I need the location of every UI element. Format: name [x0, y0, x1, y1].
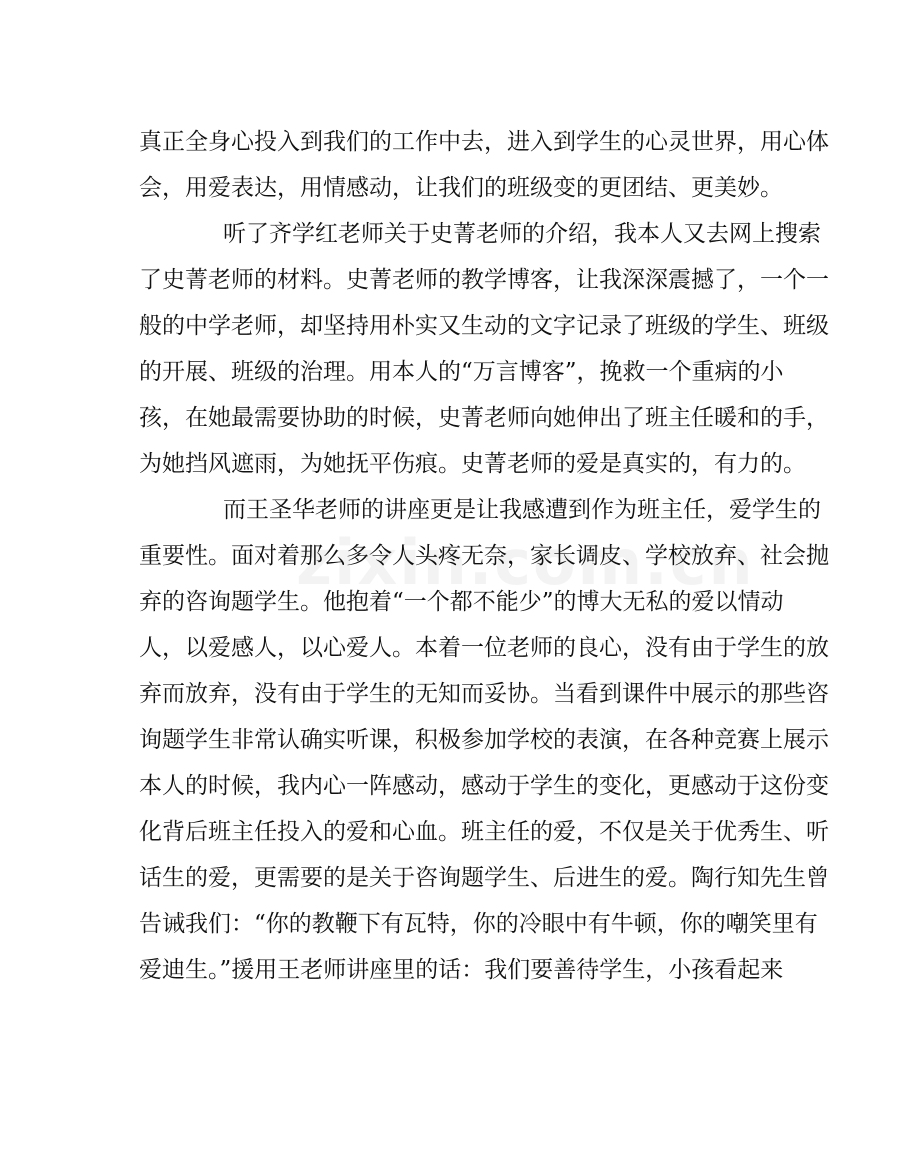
text-line: 的开展、班级的治理。用本人的“万言博客”，挽救一个重病的小 [139, 359, 784, 385]
text-line: 本人的时候，我内心一阵感动，感动于学生的变化，更感动于这份变 [139, 773, 829, 799]
text-line: 话生的爱，更需要的是关于咨询题学生、后进生的爱。陶行知先生曾 [139, 865, 829, 891]
document-body [139, 119, 829, 993]
text-line: 化背后班主任投入的爱和心血。班主任的爱，不仅是关于优秀生、听 [139, 819, 829, 845]
text-line: 爱迪生。”援用王老师讲座里的话：我们要善待学生，小孩看起来 [139, 957, 784, 983]
text-line: 了史菁老师的材料。史菁老师的教学博客，让我深深震撼了，一个一 [139, 267, 829, 293]
paragraph-2 [139, 211, 829, 487]
text-line: 听了齐学红老师关于史菁老师的介绍，我本人又去网上搜索 [223, 221, 821, 247]
paragraph-3 [139, 487, 829, 993]
text-line: 般的中学老师，却坚持用朴实又生动的文字记录了班级的学生、班级 [139, 313, 829, 339]
text-line: 询题学生非常认确实听课，积极参加学校的表演，在各种竞赛上展示 [139, 727, 829, 753]
text-line: 孩，在她最需要协助的时候，史菁老师向她伸出了班主任暖和的手， [139, 405, 829, 431]
text-line: 弃的咨询题学生。他抱着“一个都不能少”的博大无私的爱以情动 [139, 589, 784, 615]
paragraph-1 [139, 119, 829, 211]
text-line: 为她挡风遮雨，为她抚平伤痕。史菁老师的爱是真实的，有力的。 [139, 451, 806, 477]
text-line: 会，用爱表达，用情感动，让我们的班级变的更团结、更美妙。 [139, 175, 783, 201]
text-line: 而王圣华老师的讲座更是让我感遭到作为班主任，爱学生的 [223, 497, 821, 523]
text-line: 真正全身心投入到我们的工作中去，进入到学生的心灵世界，用心体 [139, 129, 829, 155]
text-line: 人，以爱感人，以心爱人。本着一位老师的良心，没有由于学生的放 [139, 635, 829, 661]
text-line: 弃而放弃，没有由于学生的无知而妥协。当看到课件中展示的那些咨 [139, 681, 829, 707]
text-line: 告诫我们：“你的教鞭下有瓦特，你的冷眼中有牛顿，你的嘲笑里有 [139, 911, 818, 937]
text-line: 重要性。面对着那么多令人头疼无奈，家长调皮、学校放弃、社会抛 [139, 543, 829, 569]
